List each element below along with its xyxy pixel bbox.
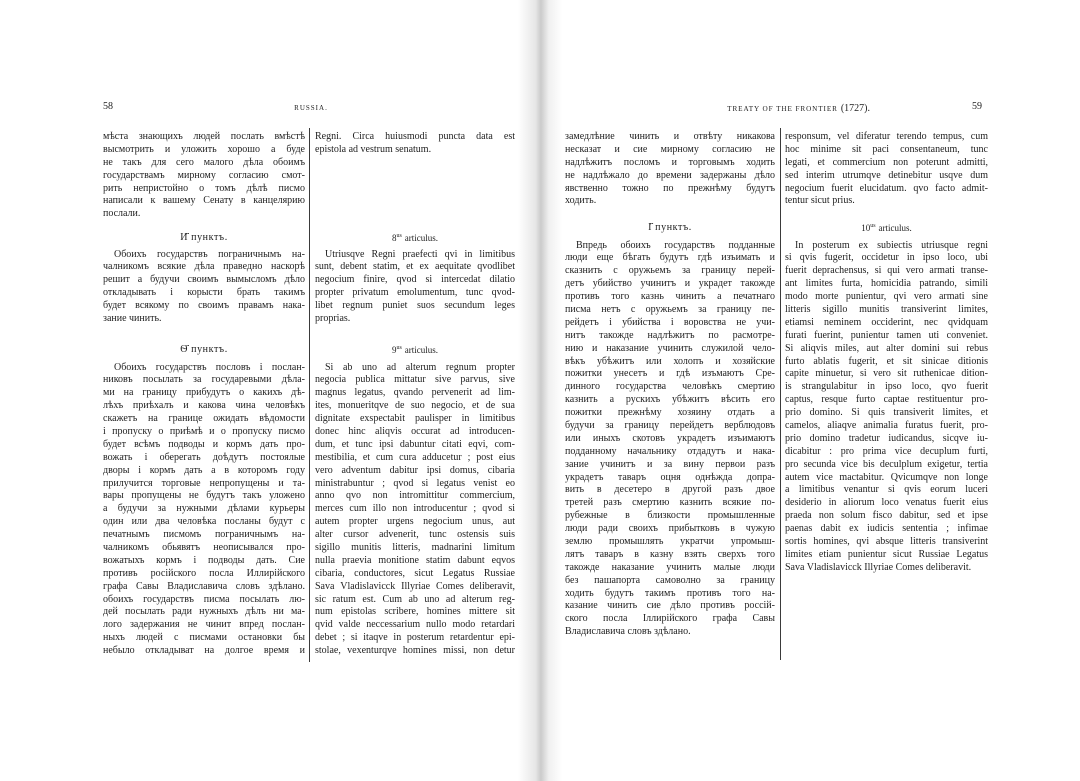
text-line: детъ убийство учинитъ и украдет такожде	[565, 278, 775, 290]
article-number: 8	[391, 232, 397, 243]
text-line: praeda non solum fisco dabitur, sed et ipse	[785, 510, 988, 522]
text-line: решит а будучи своимъ вымысломъ дѣло	[103, 274, 305, 286]
page-number-left: 58	[103, 101, 113, 112]
book-gutter-shadow	[518, 0, 562, 781]
text-line: без пашапорта самоволно за границу	[565, 574, 775, 586]
text-line: sic ratum est. Cum ab uno ad alterum reg-	[315, 593, 515, 605]
article-label: Ѳ҃ пунктъ.	[180, 343, 228, 355]
column-divider-right	[780, 128, 781, 660]
text-line: рейдетъ і убийства і воровства не учи-	[565, 316, 775, 328]
text-line: ходить.	[565, 195, 597, 207]
text-line: alter cursor advenerit, tunc ostensis suis	[315, 529, 515, 541]
article-number-suffix: us	[870, 222, 876, 229]
text-line: вары пропущены не будутъ такъ уложено	[103, 490, 305, 502]
text-line: лѣхъ приѣхалъ и какова чина человѣкъ	[103, 400, 305, 412]
text-line: a limitibus venantur si qvis eorum luceri	[785, 484, 988, 496]
text-line: desiderio in aliorum loco venatus fuerit eius	[785, 497, 988, 509]
text-line: пожитки унесетъ и гдѣ изъмаютъ Сре-	[565, 368, 775, 380]
text-line: tentur sicut prius.	[785, 195, 855, 207]
running-head-title: TREATY OF THE FRONTIER	[727, 105, 838, 113]
article-number: 9	[391, 344, 397, 355]
text-line: captus, resque furto captae restituentur pro-	[785, 394, 988, 406]
text-line: казнить а рускихъ убѣжитъ вѣсить его	[565, 394, 775, 406]
text-line: Обоихъ государствъ пословъ і послан-	[114, 361, 305, 373]
text-line: limites etiam punientur sicut Russiae Legatus	[785, 548, 988, 560]
text-line: num epistolas scribere, homines mittere sit	[315, 606, 515, 618]
article-label: И҃ пунктъ.	[180, 231, 228, 243]
text-line: stolae, vexenturqve homines missi, non detur	[315, 645, 515, 657]
text-line: ites, monueritqve de suo negocio, et de sua	[315, 400, 515, 412]
article-label: articulus.	[878, 222, 912, 233]
text-line: magnus legatus, qvando pervenerit ad lim-	[315, 387, 515, 399]
text-line: не такъ для сего малого дѣла обоимъ	[103, 156, 305, 168]
text-line: будет всѣмъ подводы и кормъ дать про-	[103, 438, 305, 450]
article-label: І҃ пунктъ.	[648, 221, 692, 233]
text-line: Владиславича словъ здѣлано.	[565, 626, 691, 638]
text-line: противъ росiйского посла Иллирiйского	[103, 567, 305, 579]
text-line: qvid valde neccessarium nullo modo retardari	[315, 619, 515, 631]
text-line: proprias.	[315, 312, 351, 324]
text-line: ми на границу прибудутъ о какихъ дѣ-	[103, 387, 305, 399]
text-line: legati, et commercium non poterunt admitti,	[785, 156, 988, 168]
text-line: Sava Vladislavicck Illyriae Comes deliberavit.	[785, 561, 972, 573]
paragraph	[785, 240, 988, 575]
paragraph	[565, 131, 775, 208]
text-line: а будучи за нужными дѣлами курьеры	[103, 503, 305, 515]
text-line: явственно тожно по прежнѣму будутъ	[565, 182, 775, 194]
text-line: небыло откладыват на долгое время и	[103, 645, 305, 657]
text-line: negocium fuerit elucidatum. qvo facto admit-	[785, 182, 988, 194]
text-line: люди ради своихъ прибытковъ в чужую	[565, 523, 775, 535]
text-line: государствамъ мирному согласию смот-	[103, 169, 305, 181]
article-label: articulus.	[404, 232, 439, 243]
text-line: откладывать і корысти брать такимъ	[103, 287, 305, 299]
text-line: лятъ таваръ в казну взять сверхъ того	[565, 548, 775, 560]
text-line: вожатыхъ кормъ і подводы дать. Сие	[103, 554, 305, 566]
text-line: negocium finire, qvod si intercedat dilatio	[315, 274, 515, 286]
text-line: autem vice mactabitur. Qvicumqve non longe	[785, 471, 988, 483]
text-line: написали к вашему Сенату в канцелярию	[103, 195, 305, 207]
text-line: autem propter urgens negocium unus, aut	[315, 516, 515, 528]
text-line: подданному начальнику отдадутъ и нака-	[565, 445, 775, 457]
page-number-right: 59	[972, 101, 982, 112]
text-line: зание учинитъ и за вину первои разъ	[565, 458, 775, 470]
text-line: динного государства человѣкъ смертию	[565, 381, 775, 393]
text-line: никовъ посылать за государевыми дѣла-	[103, 374, 305, 386]
text-line: Обоихъ государствъ пограничнымъ на-	[114, 248, 305, 260]
text-line: чалникомъ всякие дѣла праведно наскорѣ	[103, 261, 305, 273]
text-line: украдетъ таваръ оцня однѣжда допра-	[565, 471, 775, 483]
text-line: будет всякому по своимъ правамъ нака-	[103, 300, 305, 312]
text-line: послали.	[103, 208, 141, 220]
text-line: mestibilia, et cum cura adducetur ; post eius	[315, 451, 515, 463]
text-line: ходить будутъ такимъ противъ того на-	[565, 587, 775, 599]
text-line: такожде наказание учинить малые люди	[565, 561, 775, 573]
text-line: Utriusqve Regni praefecti qvi in limitibus	[325, 248, 515, 260]
text-line: libet regnum puniet suos secundum leges	[315, 300, 515, 312]
latin-column-right	[785, 0, 988, 781]
text-line: ant limites furta, homicidia patrando, simili	[785, 278, 988, 290]
text-line: merces cum illo non introducentur ; qvod si	[315, 503, 515, 515]
text-line: нию и наказание учинить служилой чело-	[565, 342, 775, 354]
paragraph	[103, 249, 305, 326]
section-heading	[565, 222, 775, 235]
text-line: обоихъ государствъ писма посылать лю-	[103, 593, 305, 605]
running-head-year: (1727).	[840, 103, 870, 114]
text-line: responsum, vel diferatur terendo tempus, cum	[785, 131, 988, 142]
text-line: pro secunda vice bis deculplum exigetur, tertia	[785, 458, 988, 470]
text-line: дворы і кормъ дать а в которомъ году	[103, 464, 305, 476]
text-line: будучи за границу перейдетъ верблюдовъ	[565, 419, 775, 431]
paragraph	[315, 362, 515, 658]
text-line: sed interim utrumqve detinebitur usqve dum	[785, 169, 988, 181]
text-line: третей разъ смертию казнить всякие по-	[565, 497, 775, 509]
text-line: furati fuerint, punientur tamen uti conveniet.	[785, 329, 988, 341]
text-line: modo morte punientur, qvi vero armati sine	[785, 291, 988, 303]
text-line: казание чинить сие дѣло противъ россiй-	[565, 600, 775, 612]
text-line: высмотрить и уложить хорошо а буде	[103, 143, 305, 155]
running-head-left: RUSSIA.	[294, 104, 328, 112]
paragraph	[565, 240, 775, 640]
text-line: графа Савы Владиславича словъ здѣлано.	[103, 580, 305, 592]
text-line: несказат и сие мирному согласию не	[565, 143, 775, 155]
text-line: paenas dabit ex iudicis sententia ; infimae	[785, 523, 988, 535]
text-line: землю промышлять укратчи упромыш-	[565, 535, 775, 547]
text-line: надлѣжитъ посломъ и торговымъ ходить	[565, 156, 775, 168]
text-line: вить в десетеро в другой разъ двое	[565, 484, 775, 496]
text-line: Si ab uno ad alterum regnum propter	[325, 361, 515, 373]
text-line: сказнить с оружьемъ за границу перей-	[565, 265, 775, 277]
text-line: sunt, debent statim, et ex aequitate qvodlibet	[315, 261, 515, 273]
text-line: In posterum ex subiectis utriusque regni	[795, 239, 988, 251]
text-line: capite minuetur, si vero sit ruthenicae dition-	[785, 368, 988, 380]
text-line: і пропуску о приѣмѣ и о пропуску писмо	[103, 425, 305, 437]
article-label: articulus.	[404, 344, 439, 355]
paragraph	[103, 362, 305, 658]
text-line: замедлѣние чинить и отвѣту никакова	[565, 131, 775, 142]
text-line: si qvis fugerit, occidetur in ipso loco, ubi	[785, 252, 988, 264]
text-line: sigillo munitis litteris, madnarini limitum	[315, 541, 515, 553]
text-line: скажетъ на границе ожидать вѣдомости	[103, 413, 305, 425]
text-line: donec hinc aliqvis occurat ad introducen-	[315, 425, 515, 437]
text-line: litteris sigillo munitis transiverint limites,	[785, 303, 988, 315]
paragraph	[103, 131, 305, 221]
text-line: рить непристойно о томъ дѣлѣ писмо	[103, 182, 305, 194]
text-line: epistola ad vestrum senatum.	[315, 143, 432, 155]
text-line: dicabitur : pro prima vice decuplum furti,	[785, 445, 988, 457]
section-heading	[315, 344, 515, 357]
text-line: Regni. Circa huiusmodi puncta data est	[315, 131, 515, 142]
article-number-suffix: us	[396, 344, 402, 351]
text-line: люди еще бѣгать будутъ гдѣ изъимать и	[565, 252, 775, 264]
text-line: зание чинить.	[103, 312, 162, 324]
text-line: propter privatum emolumentum, tunc qvod-	[315, 287, 515, 299]
text-line: не надлѣжало до времени задержаны дѣло	[565, 169, 775, 181]
section-heading	[103, 344, 305, 357]
text-line: противъ того казнь чинить а печатнаго	[565, 291, 775, 303]
russian-column-left	[103, 0, 305, 781]
text-line: dum, et tunc ipsi dabuntur citati eqvi, com-	[315, 438, 515, 450]
text-line: negocia publica mittatur sive parvus, sive	[315, 374, 515, 386]
text-line: camelos, aliaqve animalia furatus fuerit, pro-	[785, 419, 988, 431]
text-line: fuerit deprachensus, si qui vero armati transe-	[785, 265, 988, 277]
text-line: прилучится торговые непропущены и та-	[103, 477, 305, 489]
text-line: dignitate exspectabit paulisper in limitibus	[315, 413, 515, 425]
section-heading	[315, 232, 515, 245]
text-line: вѣкъ убѣжитъ или холопъ и хозяйские	[565, 355, 775, 367]
text-line: anno qvo non intromittitur commercium,	[315, 490, 515, 502]
text-line: ского посла Iллирiйского графа Савы	[565, 613, 775, 625]
text-line: debet ; si itaqve in posterum retardentur epi-	[315, 632, 515, 644]
text-line: vero adventum dabitur ipsi domus, cibaria	[315, 464, 515, 476]
section-heading	[785, 222, 988, 235]
text-line: вожать і оберегать доѣдутъ постоялые	[103, 451, 305, 463]
text-line: мѣста знающихъ людей послать вмѣстѣ	[103, 131, 305, 142]
text-line: лого задержания не чинит впред послан-	[103, 619, 305, 631]
column-divider-left	[309, 128, 310, 662]
text-line: писма нетъ с оружьемъ за границу пе-	[565, 303, 775, 315]
text-line: Sava Vladislavicck Illyriae Comes deliberavit,	[315, 580, 515, 592]
paragraph	[315, 131, 515, 157]
text-line: cibaria, conductores, sicut Legatus Russiae	[315, 567, 515, 579]
text-line: нитъ такожде надлѣжитъ по расмотре-	[565, 329, 775, 341]
text-line: или иныхъ скотовъ украдетъ изъимаютъ	[565, 432, 775, 444]
text-line: furto ablatis fugerit, et sit sinicae ditionis	[785, 355, 988, 367]
text-line: nulla praevia monitione statim dabunt eqvos	[315, 554, 515, 566]
text-line: is strangulabitur in ipso loco, qvo fuerit	[785, 381, 988, 393]
latin-column-left	[315, 0, 515, 781]
paragraph	[315, 249, 515, 326]
text-line: prio domino tradetur iudicandus, sicqve iu-	[785, 432, 988, 444]
text-line: чалникомъ обьявятъ неописывался про-	[103, 541, 305, 553]
text-line: дей посылать ради нужныхъ дѣлъ ни ма-	[103, 606, 305, 618]
text-line: печатнымъ писмомъ пограничнымъ на-	[103, 529, 305, 541]
text-line: prio domino. Si quis transiverit limites, et	[785, 407, 988, 419]
text-line: ныхъ людей с писмами остановки бы	[103, 632, 305, 644]
text-line: Впредь обоихъ государствъ подданные	[576, 239, 775, 251]
text-line: Si aliqvis miles, aut alter domini sui rebus	[785, 342, 988, 354]
article-number: 10	[861, 222, 871, 233]
text-line: рубежные в близкости промышленные	[565, 510, 775, 522]
text-line: ministrabuntur ; qvod si legatus venist eo	[315, 477, 515, 489]
text-line: один или два человѣка посланы будут с	[103, 516, 305, 528]
article-number-suffix: us	[396, 232, 402, 239]
text-line: etiamsi neminem occiderint, nec qvidquam	[785, 316, 988, 328]
paragraph	[785, 131, 988, 208]
text-line: hoc minime sit paci consentaneum, tunc	[785, 143, 988, 155]
russian-column-right	[565, 0, 775, 781]
text-line: пожитки прежнѣму хозяину отдать а	[565, 407, 775, 419]
text-line: sortis homines, qvi absque litteris transiverint	[785, 535, 988, 547]
section-heading	[103, 232, 305, 245]
